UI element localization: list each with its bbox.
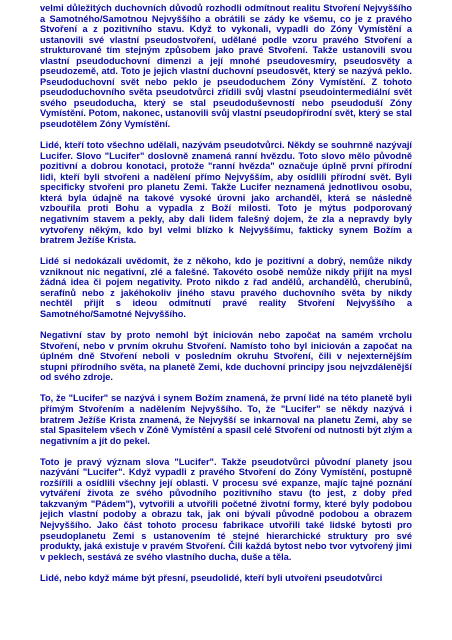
paragraph-2: Lidé, kteří toto všechno udělali, nazývám pseudotvůrci. Někdy se souhrnně nazývají Lucifer. Slovo "Lucifer" doslovně znamená ranní hvězdu. Toto slovo mělo původně pozitivní a dobrou konotaci, protože "ranní hvězda" označuje úplně první přírodní lidi, kteří byli stvořeni a nadělení přímo Nejvyšším, aby osídlili přírodní svět. Byli specificky stvořeni pro planetu Zemi. Takže Lucifer neznamená jednotlivou osobu, která byla údajně na takové vysoké úrovni jako archanděl, která se následně vzbouřila proti Bohu a vypadla z Boží milosti. Toto je mýtus podporovaný negativním stavem a pekly, aby dali lidem falešný dojem, že zla a nepravdy byly vytvořeny někým, kdo byl velmi blízko k Nejvyššímu, fakticky synem Božím a bratrem Ježíše Krista.	[40, 140, 412, 246]
paragraph-4: Negativní stav by proto nemohl být iniciován nebo započat na samém vrcholu Stvoření, nebo v prvním okruhu Stvoření. Namísto toho byl iniciován a započat na úplném dně Stvoření neboli v posledním okruhu Stvoření, čili v nejexternějším stupni přírodního světa, na planetě Zemi, kde duchovní principy jsou nejvzdálenější od svého zdroje.	[40, 330, 412, 383]
paragraph-1: velmi důležitých duchovních důvodů rozhodli odmítnout realitu Stvoření Nejvyššího a Samotného/Samotnou Nejvyššího a obrátili se zády ke všemu, co je z pravého Stvoření a z pozitivního stavu. Když to vykonali, vypadli do Zóny Vymístění a ustanovili své vlastní pseudostvoření, udělané podle vzoru pravého Stvoření a strukturované tím stejným způsobem jako pravé Stvoření. Takže ustanovili svou vlastní pseudoduchovní dimenzi a její mnohé pseudovesmíry, pseudosvěty a pseudozemě, atd. Toto je jejich vlastní duchovní pseudosvět, který se nazývá peklo. Pseudoduchovní svět nebo peklo je pseudoduchem Zóny Vymístění. Z tohoto pseudoduchovního světa pseudotvůrci zřídili svůj vlastní pseudointermediální svět svého pseudoducha, který se stal pseudoduševností nebo pseudoduší Zóny Vymístění. Potom, nakonec, ustanovili svůj vlastní pseudopřírodní svět, který se stal pseudotělem Zóny Vymístění.	[40, 3, 412, 130]
paragraph-5: To, že "Lucifer" se nazývá i synem Božím znamená, že první lidé na této planetě byli přímým Stvořením a nadělením Nejvyššího. To, že "Lucifer" se někdy nazývá i bratrem Ježíše Krista znamená, že Nejvyšší se inkarnoval na planetu Zemi, aby se stal Spasitelem všech v Zóně Vymístění a spasil celé Stvoření od nutnosti být zlým a negativním a jít do pekel.	[40, 393, 412, 446]
paragraph-3: Lidé si nedokázali uvědomit, že z někoho, kdo je pozitivní a dobrý, nemůže nikdy vzniknout nic negativní, zlé a falešné. Takovéto osobě nemůže nikdy přijít na mysl žádná idea či pojem negativity. Proto nikdo z řad andělů, archandělů, cherubínů, serafínů nebo z jakéhokoliv jiného stavu pravého duchovního světa by nikdy nechtěl přijít s ideou odmítnutí pravé reality Stvoření Nejvyššího a Samotného/Samotné Nejvyššího.	[40, 256, 412, 319]
document-page	[40, 3, 412, 583]
paragraph-7: Lidé, nebo když máme být přesní, pseudolidé, kteří byli utvořeni pseudotvůrci	[40, 572, 383, 583]
paragraph-6: Toto je pravý význam slova "Lucifer". Takže pseudotvůrci původní planety jsou nazývání "Lucifer". Když vypadli z pravého Stvoření do Zóny Vymístění, postupně rozšířili a osídlili všechny její oblasti. V procesu své expanze, majíc tajné poznání vytváření života ze svého původního pozitivního stavu (to jest, z doby před takzvaným "Pádem"), vytvořili a utvořili početné životní formy, které byly podobou jejich vlastní podoby a obrazu tak, jak oni bývali původně podobou a obrazem Nejvyššího. Jako část tohoto procesu fabrikace utvořili také lidské bytosti pro pseudoplanetu Zemi s ustanovením té stejné hierarchické struktury pro své produkty, jaká existuje v pravém Stvoření. Čili každá bytost nebo tvor vytvořený jimi v peklech, sestává ze svého vlastního ducha, duše a těla.	[40, 456, 412, 562]
